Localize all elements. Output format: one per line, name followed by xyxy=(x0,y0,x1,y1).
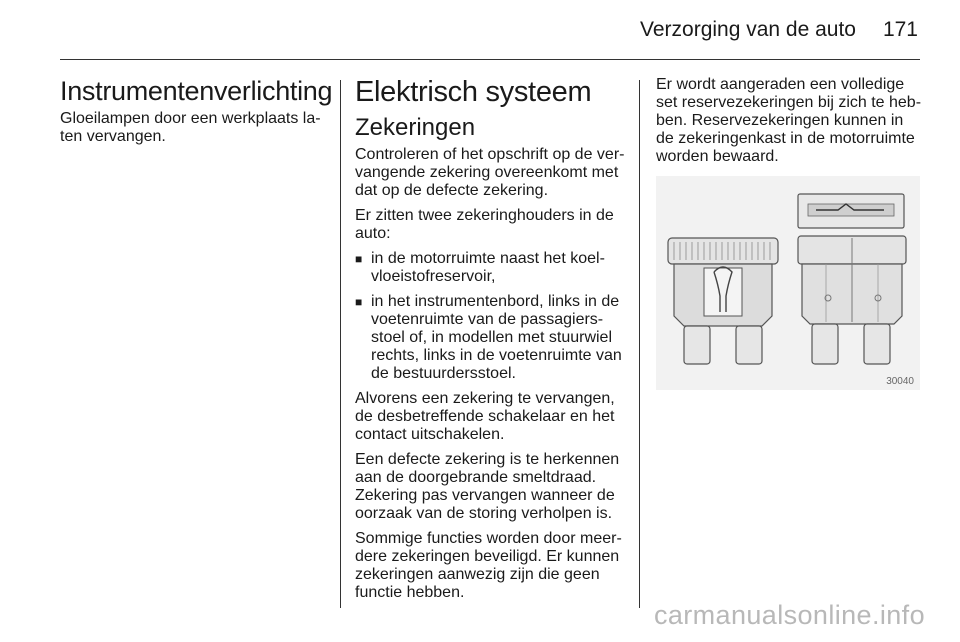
paragraph: Er zitten twee zekeringhouders in de auto: xyxy=(355,207,614,242)
paragraph: Alvorens een zekering te vervangen, de desbetreffende schakelaar en het contact uitschakelen. xyxy=(355,390,615,443)
watermark: carmanualsonline.info xyxy=(653,600,925,630)
paragraph: Gloeilampen door een werkplaats la- ten vervangen. xyxy=(60,110,321,145)
list-item xyxy=(355,293,625,383)
subheading-zekeringen: Zekeringen xyxy=(355,114,476,141)
section-heading-instrumentenverlichting: Instrumentenverlichting xyxy=(60,76,333,106)
column-divider-2 xyxy=(639,80,640,608)
blade-fuse-icon xyxy=(668,238,778,364)
fuse-illustration xyxy=(656,176,920,390)
bullet-square-icon: ■ xyxy=(355,295,363,309)
column-3 xyxy=(656,76,922,173)
list-item-text: in de motorruimte naast het koel- vloeistofreservoir, xyxy=(371,250,605,285)
paragraph: Er wordt aangeraden een volledige set reservezekeringen bij zich te heb- ben. Reservezekeringen kunnen in de zekeringenkast in de motorruimte worden bewaard. xyxy=(656,76,922,165)
fuse-top-view-icon xyxy=(798,194,904,228)
page-number: 171 xyxy=(882,18,918,41)
column-divider-1 xyxy=(340,80,341,608)
figure-number: 30040 xyxy=(886,376,914,387)
list-item-text: in het instrumentenbord, links in de voetenruimte van de passagiers- stoel of, in modellen met stuurwiel rechts, links in de voetenruimte van de bestuurdersstoel. xyxy=(371,293,622,382)
paragraph: Sommige functies worden door meer- dere zekeringen beveiligd. Er kunnen zekeringen aanwezig zijn die geen functie hebben. xyxy=(355,530,622,601)
column-1 xyxy=(60,76,333,153)
bullet-square-icon: ■ xyxy=(355,252,363,266)
paragraph: Controleren of het opschrift op de ver- vangende zekering overeenkomt met dat op de defecte zekering. xyxy=(355,146,625,199)
section-heading-elektrisch-systeem: Elektrisch systeem xyxy=(355,76,592,108)
header-rule xyxy=(60,59,920,60)
column-2 xyxy=(355,76,625,609)
running-title: Verzorging van de auto xyxy=(640,18,856,41)
fuse-side-view-icon xyxy=(798,236,906,364)
bullet-list xyxy=(355,250,625,383)
list-item xyxy=(355,250,625,286)
paragraph: Een defecte zekering is te herkennen aan de doorgebrande smeltdraad. Zekering pas vervangen wanneer de oorzaak van de storing verholpen is. xyxy=(355,451,620,522)
fuse-drawing xyxy=(656,176,920,390)
